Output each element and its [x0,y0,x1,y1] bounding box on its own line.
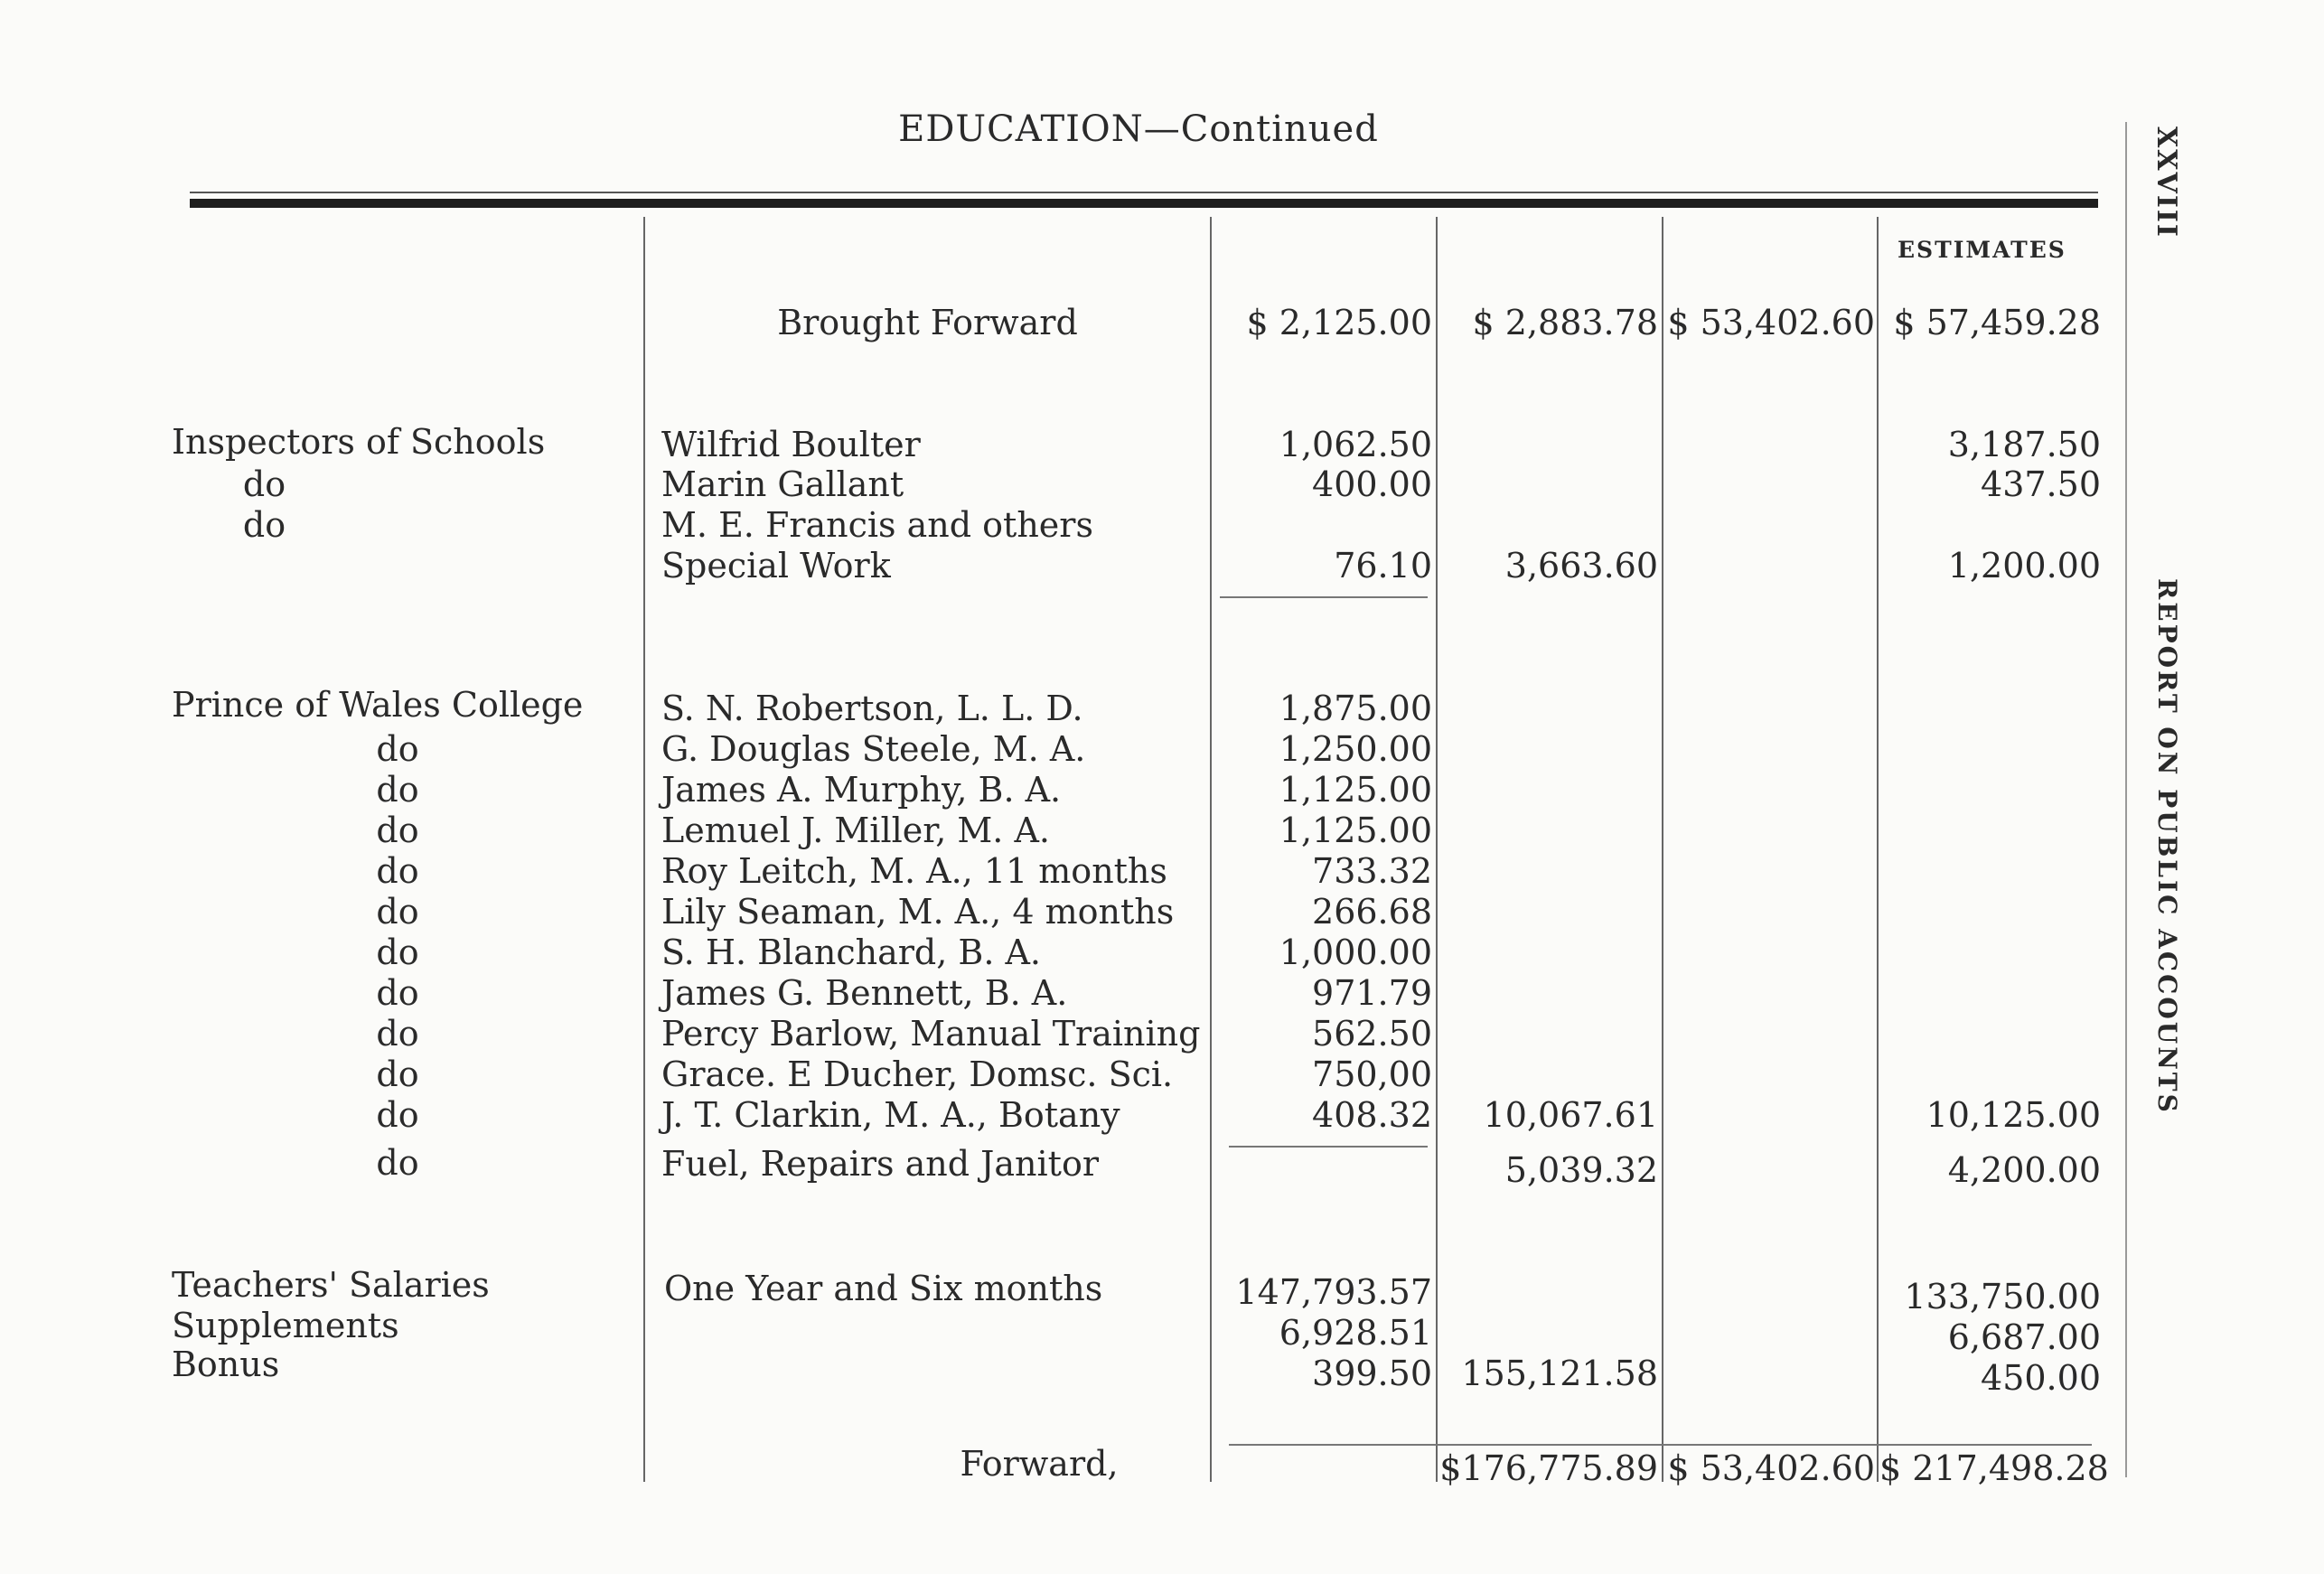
payee-name: M. E. Francis and others [661,505,1093,545]
brought-forward-c4: $ 57,459.28 [1893,303,2101,342]
payee-name: Lily Seaman, M. A., 4 months [661,892,1175,932]
payee-name: Percy Barlow, Manual Training [661,1014,1201,1054]
category-label: do [376,1054,419,1094]
amount-c1: 1,062.50 [1279,425,1432,464]
category-label: do [376,973,419,1013]
amount-c1: 266.68 [1312,892,1432,932]
column-divider [1877,217,1879,1482]
brought-forward-c2: $ 2,883.78 [1472,303,1658,342]
estimate-c4: 10,125.00 [1926,1095,2101,1135]
payee-name: One Year and Six months [664,1269,1103,1308]
amount-c1: 400.00 [1312,464,1432,504]
amount-c1: 562.50 [1312,1014,1432,1054]
subtotal-c2: 10,067.61 [1483,1095,1658,1135]
amount-c1: 6,928.51 [1279,1313,1432,1353]
payee-name: Lemuel J. Miller, M. A. [661,810,1050,850]
brought-forward-c1: $ 2,125.00 [1246,303,1432,342]
category-label: do [376,892,419,932]
estimate-c4: 437.50 [1981,464,2101,504]
payee-name: Marin Gallant [661,464,904,504]
total-rule [1229,1444,2092,1446]
amount-c1: 1,875.00 [1279,689,1432,728]
payee-name: James A. Murphy, B. A. [661,770,1062,810]
brought-forward-c3: $ 53,402.60 [1667,303,1875,342]
estimates-header: ESTIMATES [1898,237,2066,263]
estimate-c4: 4,200.00 [1947,1150,2101,1190]
estimate-c4: 1,200.00 [1947,546,2101,586]
forward-label: Forward, [960,1444,1119,1484]
top-rule-thin [190,192,2098,193]
amount-c1: 1,250.00 [1279,729,1432,769]
subtotal-c2: 155,121.58 [1461,1354,1658,1393]
category-label: do [376,851,419,891]
column-divider [1436,217,1438,1482]
forward-c4: $ 217,498.28 [1879,1448,2109,1488]
category-label: Inspectors of Schools [172,422,546,462]
payee-name: James G. Bennett, B. A. [661,973,1068,1013]
amount-c1: 733.32 [1312,851,1432,891]
amount-c1: 971.79 [1312,973,1432,1013]
category-label: do [242,464,286,504]
subtotal-c2: 3,663.60 [1504,546,1658,586]
forward-c2: $176,775.89 [1439,1448,1658,1488]
top-rule-thick [190,199,2098,208]
category-label: do [376,729,419,769]
category-label: Teachers' Salaries [172,1265,490,1305]
amount-c1: 408.32 [1312,1095,1432,1135]
column-divider [1662,217,1663,1482]
subtotal-rule [1220,596,1428,598]
category-label: Supplements [172,1306,399,1345]
category-label: do [376,1014,419,1054]
page-title: EDUCATION—Continued [898,108,1379,150]
category-label: do [376,1095,419,1135]
payee-name: S. N. Robertson, L. L. D. [661,689,1083,728]
amount-c1: 1,125.00 [1279,770,1432,810]
payee-name: Roy Leitch, M. A., 11 months [661,851,1167,891]
forward-c3: $ 53,402.60 [1667,1448,1875,1488]
column-divider [643,217,645,1482]
subtotal-rule [1229,1146,1428,1148]
category-label: do [376,810,419,850]
category-label: do [376,1143,419,1183]
category-label: Prince of Wales College [172,685,584,725]
amount-c1: 147,793.57 [1235,1272,1432,1312]
category-label: Bonus [172,1344,280,1384]
estimate-c4: 6,687.00 [1947,1317,2101,1357]
brought-forward-label: Brought Forward [777,303,1078,342]
amount-c1: 399.50 [1312,1354,1432,1393]
running-head: REPORT ON PUBLIC ACCOUNTS [2152,578,2182,1115]
page-number: XXVIII [2151,126,2182,239]
payee-name: J. T. Clarkin, M. A., Botany [661,1095,1120,1135]
amount-c1: 1,000.00 [1279,932,1432,972]
amount-c1: 750,00 [1312,1054,1432,1094]
category-label: do [376,770,419,810]
category-label: do [242,505,286,545]
payee-name: G. Douglas Steele, M. A. [661,729,1086,769]
payee-name: Fuel, Repairs and Janitor [661,1144,1099,1184]
estimate-c4: 133,750.00 [1904,1277,2101,1316]
amount-c1: 1,125.00 [1279,810,1432,850]
estimate-c4: 3,187.50 [1947,425,2101,464]
category-label: do [376,932,419,972]
subtotal-c2: 5,039.32 [1504,1150,1658,1190]
amount-c1: 76.10 [1334,546,1432,586]
estimate-c4: 450.00 [1981,1358,2101,1398]
payee-name: Wilfrid Boulter [661,425,921,464]
margin-line [2125,122,2127,1477]
payee-name: Special Work [661,546,891,586]
payee-name: S. H. Blanchard, B. A. [661,932,1042,972]
payee-name: Grace. E Ducher, Domsc. Sci. [661,1054,1174,1094]
